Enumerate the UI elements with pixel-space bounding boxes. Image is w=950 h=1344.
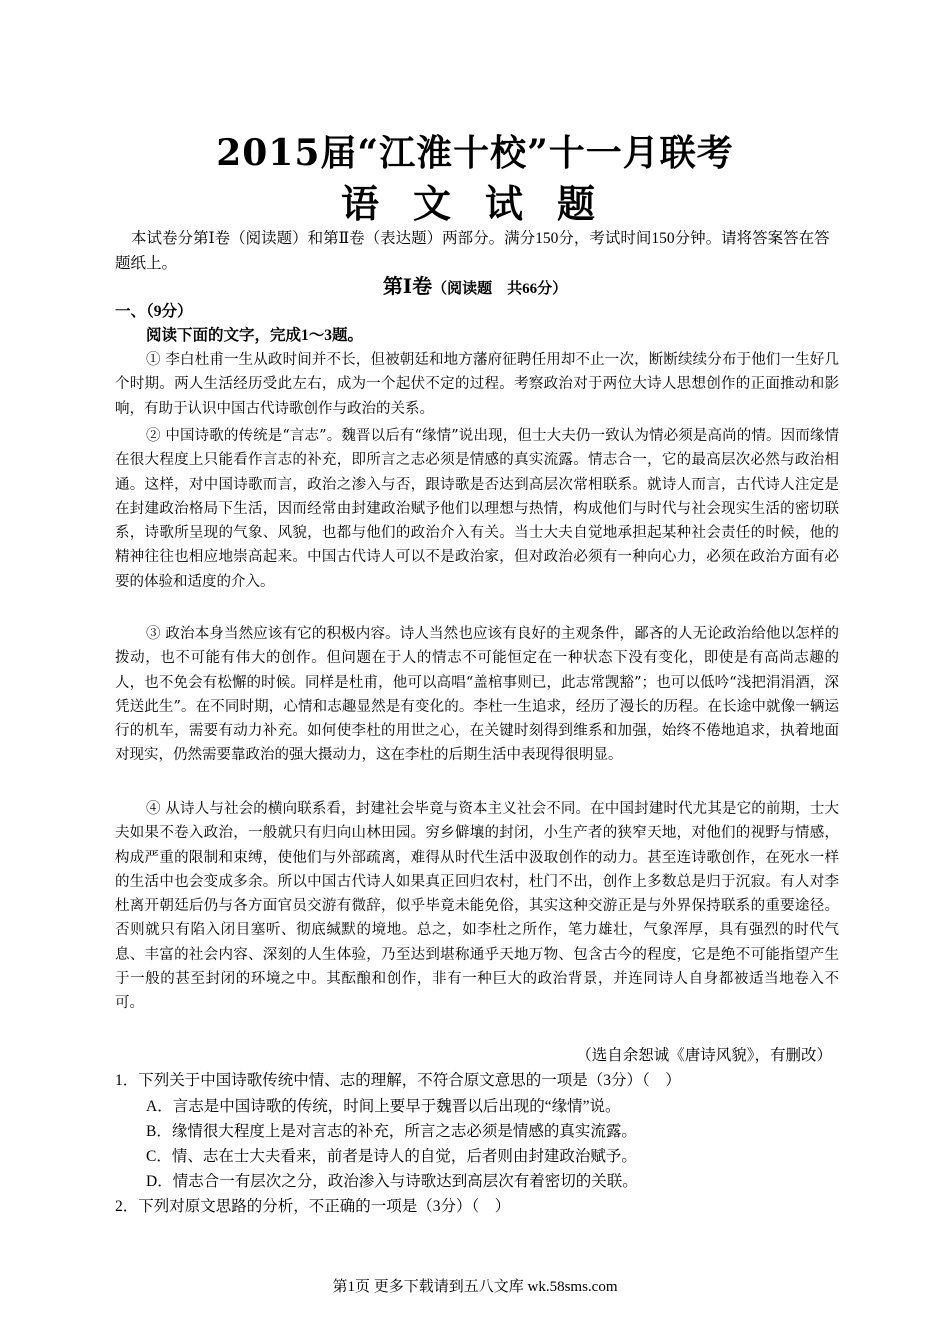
question-2-stem: 2．下列对原文思路的分析，不正确的一项是（3分）（ ） bbox=[115, 1198, 511, 1215]
passage-source: （选自余恕诚《唐诗风貌》，有删改） bbox=[576, 1047, 832, 1064]
reading-instruction: 阅读下面的文字，完成1～3题。 bbox=[146, 327, 364, 344]
question-1-option-a: A．言志是中国诗歌的传统，时间上要早于魏晋以后出现的“缘情”说。 bbox=[146, 1098, 621, 1115]
passage-paragraph-2: ② 中国诗歌的传统是“言志”。魏晋以后有“缘情”说出现，但士大夫仍一致认为情必须是高尚的情。因而缘情在很大程度上只能看作言志的补充，即所言之志必须是情感的真实流露。情志合一，它的最高层次必然与政治相通。这样，对中国诗歌而言，政治之渗入与否，跟诗歌是否达到高层次常相联系。就诗人而言，古代诗人注定是在封建政治格局下生活，因而经常由封建政治赋予他们以理想与热情，构成他们与时代与社会现实生活的密切联系，诗歌所呈现的气象、风貌，也都与他们的政治介入有关。当士大夫自觉地承担起某种社会责任的时候，他的精神往往也相应地崇高起来。中国古代诗人可以不是政治家，但对政治必须有一种向心力，必须在政治方面有必要的体验和适度的介入。 bbox=[115, 428, 839, 590]
part-heading: 一、（9分） bbox=[115, 303, 193, 320]
question-1-option-d: D．情志合一有层次之分，政治渗入与诗歌达到高层次有着密切的关联。 bbox=[146, 1173, 638, 1190]
exam-title: 2015届“江淮十校”十一月联考 bbox=[216, 132, 734, 174]
question-1-stem: 1．下列关于中国诗歌传统中情、志的理解，不符合原文意思的一项是（3分）（ ） bbox=[115, 1072, 681, 1089]
passage-paragraph-1: ① 李白杜甫一生从政时间并不长，但被朝廷和地方藩府征聘任用却不止一次，断断续续分布于他们一生好几个时期。两人生活经历受此左右，成为一个起伏不定的过程。考察政治对于两位大诗人思想创作的正面推动和影响，有助于认识中国古代诗歌创作与政治的关系。 bbox=[115, 352, 839, 417]
section-subtitle: （阅读题 共66分） bbox=[432, 281, 568, 297]
subject-title: 语文试题 bbox=[340, 181, 629, 226]
question-1-option-c: C．情、志在士大夫看来，前者是诗人的自觉，后者则由封建政治赋予。 bbox=[146, 1148, 637, 1165]
passage-paragraph-4: ④ 从诗人与社会的横向联系看，封建社会毕竟与资本主义社会不同。在中国封建时代尤其是它的前期，士大夫如果不卷入政治，一般就只有归向山林田园。穷乡僻壤的封闭，小生产者的狭窄天地，对他们的视野与情感，构成严重的限制和束缚，使他们与外部疏离，难得从时代生活中汲取创作的动力。甚至连诗歌创作，在死水一样的生活中也会变成多余。所以中国古代诗人如果真正回归农村，杜门不出，创作上多数总是归于沉寂。有人对李杜离开朝廷后仍与各方面官员交游有微辞，似乎毕竟未能免俗，其实这种交游正是与外界保持联系的重要途径。否则就只有陷入闭目塞听、彻底缄默的境地。总之，如李杜之所作，笔力雄壮，气象浑厚，具有强烈的时代气息、丰富的社会内容、深刻的人生体验，乃至达到堪称通乎天地万物、包含古今的程度，它是绝不可能指望产生于一般的甚至封闭的环境之中。其酝酿和创作，非有一种巨大的政治背景，并连同诗人自身都被适当地卷入不可。 bbox=[115, 801, 839, 1012]
passage-paragraph-3: ③ 政治本身当然应该有它的积极内容。诗人当然也应该有良好的主观条件，鄙吝的人无论政治给他以怎样的拨动，也不可能有伟大的创作。但问题在于人的情志不可能恒定在一种状态下没有变化，即使是有高尚志趣的人，也不免会有松懈的时候。同样是杜甫，他可以高唱“盖棺事则已，此志常觊豁”；也可以低吟“浅把涓涓酒，深凭送此生”。在不同时期，心情和志趣显然是有变化的。李杜一生追求，经历了漫长的历程。在长途中就像一辆运行的机车，需要有动力补充。如何使李杜的用世之心，在关键时刻得到维系和加强，始终不倦地追求，执着地面对现实，仍然需要靠政治的强大摄动力，这在李杜的后期生活中表现得很明显。 bbox=[115, 626, 839, 764]
section-name: 第Ⅰ卷 bbox=[382, 276, 433, 298]
question-1-option-b: B．缘情很大程度上是对言志的补充，所言之志必须是情感的真实流露。 bbox=[146, 1123, 637, 1140]
page-footer: 第1页 更多下载请到五八文库 wk.58sms.com bbox=[332, 1279, 618, 1295]
section-title bbox=[0, 274, 950, 302]
exam-instructions: 本试卷分第Ⅰ卷（阅读题）和第Ⅱ卷（表达题）两部分。满分150分，考试时间150分钟。请将答案答在答题纸上。 bbox=[115, 230, 830, 272]
